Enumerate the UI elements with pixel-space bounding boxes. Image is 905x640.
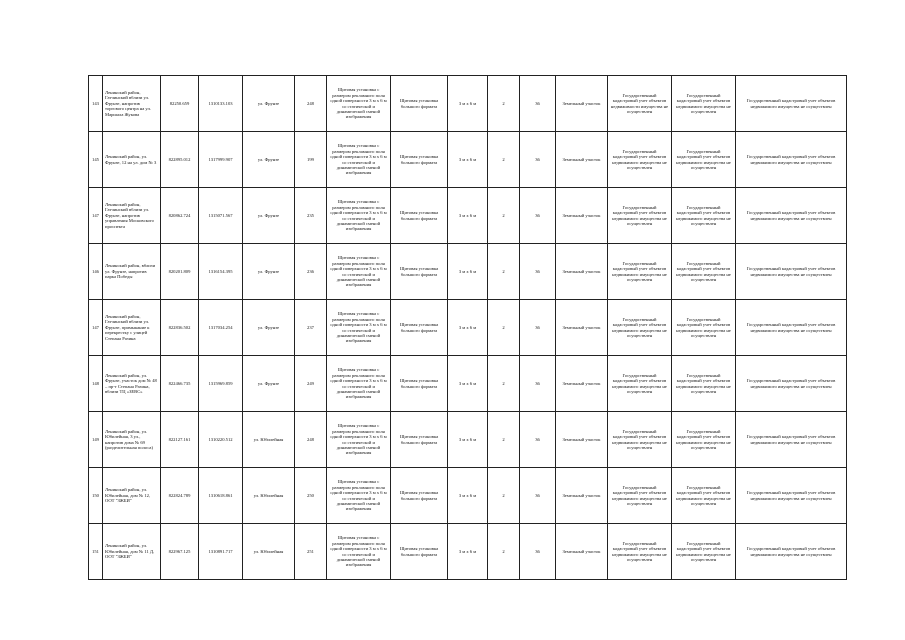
street-cell: ул. Юбилейная <box>243 412 295 468</box>
coord-x-cell: 822127.161 <box>161 412 199 468</box>
address-cell: Ленинский район, Гатчинский вблизи ул. Фрунзе, примыкание к перекрестку с улицей Степана Разина <box>103 300 161 356</box>
table-row <box>89 468 847 524</box>
address-cell: Ленинский район, ул. Юбилейная, 3 ул., напротив дома № 69 (разделительная полоса) <box>103 412 161 468</box>
street-cell: ул. Фрунзе <box>243 244 295 300</box>
row-number: 148 <box>89 356 103 412</box>
row-number: 146 <box>89 244 103 300</box>
cadastre-cell-3: Государственный кадастровый учет объектов недвижимого имущества не осуществлен <box>736 412 847 468</box>
coord-x-cell: 822466.735 <box>161 356 199 412</box>
area-cell: 36 <box>520 300 556 356</box>
sides-cell: 2 <box>488 524 520 580</box>
table-row <box>89 524 847 580</box>
cadastre-cell-1: Государственный кадастровый учет объектов недвижимого имущества не осуществлен <box>608 132 672 188</box>
land-cell: Земельный участок <box>556 524 608 580</box>
table-row <box>89 76 847 132</box>
area-cell: 36 <box>520 76 556 132</box>
sides-cell: 2 <box>488 300 520 356</box>
code-cell: 235 <box>295 188 327 244</box>
type-cell: Щитовая установка большого формата <box>391 356 448 412</box>
cadastre-cell-2: Государственный кадастровый учет объектов недвижимого имущества не осуществлен <box>672 300 736 356</box>
coord-y-cell: 1310891.717 <box>199 524 243 580</box>
street-cell: ул. Юбилейная <box>243 468 295 524</box>
size-cell: 3 м х 6 м <box>448 244 488 300</box>
street-cell: ул. Фрунзе <box>243 76 295 132</box>
address-cell: Ленинский район, ул. Фрунзе, участок дом № 48 – пр-т Степана Разина, вблизи ТЦ «ЗЕВС» <box>103 356 161 412</box>
cadastre-cell-3: Государственный кадастровый учет объектов недвижимого имущества не осуществлен <box>736 244 847 300</box>
cadastre-cell-2: Государственный кадастровый учет объектов недвижимого имущества не осуществлен <box>672 132 736 188</box>
area-cell: 36 <box>520 188 556 244</box>
cadastre-cell-1: Государственный кадастровый учет объектов недвижимого имущества не осуществлен <box>608 468 672 524</box>
table-row <box>89 244 847 300</box>
address-cell: Ленинский район, ул. Юбилейная, дом № 12, ООТ "ЗЖБИ" <box>103 468 161 524</box>
cadastre-cell-2: Государственный кадастровый учет объектов недвижимого имущества не осуществлен <box>672 524 736 580</box>
cadastre-cell-2: Государственный кадастровый учет объектов недвижимого имущества не осуществлен <box>672 76 736 132</box>
cadastre-cell-3: Государственный кадастровый учет объектов недвижимого имущества не осуществлен <box>736 356 847 412</box>
code-cell: 250 <box>295 468 327 524</box>
description-cell: Щитовая установка с размером рекламного поля одной поверхности 3 м х 6 м со статической и динамической сменой изображения <box>327 356 391 412</box>
description-cell: Щитовая установка с размером рекламного поля одной поверхности 3 м х 6 м со статической и динамической сменой изображения <box>327 300 391 356</box>
size-cell: 3 м х 6 м <box>448 412 488 468</box>
description-cell: Щитовая установка с размером рекламного поля одной поверхности 3 м х 6 м со статической и динамической сменой изображения <box>327 76 391 132</box>
address-cell: Ленинский район, Гатчинский вблизи ул. Фрунзе, напротив управления Московского проспекта <box>103 188 161 244</box>
cadastre-cell-3: Государственный кадастровый учет объектов недвижимого имущества не осуществлен <box>736 300 847 356</box>
type-cell: Щитовая установка большого формата <box>391 412 448 468</box>
address-cell: Ленинский район, Гатчинский вблизи ул. Фрунзе, напротив торгового центра на ул. Маршала Жукова <box>103 76 161 132</box>
description-cell: Щитовая установка с размером рекламного поля одной поверхности 3 м х 6 м со статической и динамической сменой изображения <box>327 468 391 524</box>
coord-x-cell: 822895.012 <box>161 132 199 188</box>
cadastre-cell-1: Государственный кадастровый учет объектов недвижимости имущества не осуществлен <box>608 76 672 132</box>
street-cell: ул. Фрунзе <box>243 356 295 412</box>
coord-x-cell: 822967.125 <box>161 524 199 580</box>
coord-y-cell: 1315071.567 <box>199 188 243 244</box>
code-cell: 199 <box>295 132 327 188</box>
area-cell: 36 <box>520 524 556 580</box>
type-cell: Щитовая установка большого формата <box>391 132 448 188</box>
cadastre-cell-1: Государственный кадастровый учет объектов недвижимого имущества не осуществлен <box>608 412 672 468</box>
coord-y-cell: 1317999.907 <box>199 132 243 188</box>
type-cell: Щитовая установка большого формата <box>391 468 448 524</box>
row-number: 147 <box>89 188 103 244</box>
street-cell: ул. Фрунзе <box>243 132 295 188</box>
size-cell: 3 м х 6 м <box>448 524 488 580</box>
cadastre-cell-1: Государственный кадастровый учет объектов недвижимого имущества не осуществлен <box>608 356 672 412</box>
coord-x-cell: 822824.789 <box>161 468 199 524</box>
type-cell: Щитовая установка большого формата <box>391 244 448 300</box>
row-number: 143 <box>89 76 103 132</box>
cadastre-cell-3: Государственный кадастровый учет объектов недвижимого имущества не осуществлен <box>736 76 847 132</box>
code-cell: 237 <box>295 300 327 356</box>
coord-y-cell: 1310133.103 <box>199 76 243 132</box>
coord-y-cell: 1317034.254 <box>199 300 243 356</box>
row-number: 151 <box>89 524 103 580</box>
size-cell: 3 м х 6 м <box>448 132 488 188</box>
code-cell: 248 <box>295 412 327 468</box>
cadastre-cell-3: Государственный кадастровый учет объектов недвижимого имущества не осуществлен <box>736 188 847 244</box>
cadastre-cell-2: Государственный кадастровый учет объектов недвижимого имущества не осуществлен <box>672 188 736 244</box>
land-cell: Земельный участок <box>556 468 608 524</box>
sides-cell: 2 <box>488 244 520 300</box>
sides-cell: 2 <box>488 468 520 524</box>
land-cell: Земельный участок <box>556 300 608 356</box>
description-cell: Щитовая установка с размером рекламного поля одной поверхности 3 м х 6 м со статической и динамической сменой изображения <box>327 412 391 468</box>
area-cell: 36 <box>520 356 556 412</box>
description-cell: Щитовая установка с размером рекламного поля одной поверхности 3 м х 6 м со статической и динамической сменой изображения <box>327 244 391 300</box>
cadastre-cell-2: Государственный кадастровый учет объектов недвижимого имущества не осуществлен <box>672 356 736 412</box>
coord-y-cell: 1315969.859 <box>199 356 243 412</box>
coord-y-cell: 1316154.395 <box>199 244 243 300</box>
cadastre-cell-2: Государственный кадастровый учет объектов недвижимого имущества не осуществлен <box>672 244 736 300</box>
type-cell: Щитовая установка большого формата <box>391 300 448 356</box>
cadastre-cell-1: Государственный кадастровый учет объектов недвижимого имущества не осуществлен <box>608 524 672 580</box>
code-cell: 248 <box>295 76 327 132</box>
placement-table <box>88 75 847 580</box>
address-cell: Ленинский район, ул. Юбилейная, дом № 11 Д, ООТ "ЗЖБИ" <box>103 524 161 580</box>
table-row <box>89 412 847 468</box>
area-cell: 36 <box>520 412 556 468</box>
size-cell: 3 м х 6 м <box>448 300 488 356</box>
land-cell: Земельный участок <box>556 132 608 188</box>
cadastre-cell-2: Государственный кадастровый учет объектов недвижимого имущества не осуществлен <box>672 412 736 468</box>
code-cell: 236 <box>295 244 327 300</box>
area-cell: 36 <box>520 244 556 300</box>
table-row <box>89 188 847 244</box>
coord-x-cell: 820201.809 <box>161 244 199 300</box>
sides-cell: 2 <box>488 188 520 244</box>
land-cell: Земельный участок <box>556 412 608 468</box>
street-cell: ул. Юбилейная <box>243 524 295 580</box>
street-cell: ул. Фрунзе <box>243 300 295 356</box>
cadastre-cell-1: Государственный кадастровый учет объектов недвижимого имущества не осуществлен <box>608 300 672 356</box>
cadastre-cell-3: Государственный кадастровый учет объектов недвижимого имущества не осуществлен <box>736 132 847 188</box>
size-cell: 3 м х 6 м <box>448 356 488 412</box>
size-cell: 3 м х 6 м <box>448 188 488 244</box>
coord-x-cell: 820862.724 <box>161 188 199 244</box>
cadastre-cell-1: Государственный кадастровый учет объектов недвижимого имущества не осуществлен <box>608 244 672 300</box>
land-cell: Земельный участок <box>556 356 608 412</box>
cadastre-cell-2: Государственный кадастровый учет объектов недвижимого имущества не осуществлен <box>672 468 736 524</box>
type-cell: Щитовая установка большого формата <box>391 188 448 244</box>
sides-cell: 2 <box>488 76 520 132</box>
row-number: 150 <box>89 468 103 524</box>
size-cell: 3 м х 6 м <box>448 76 488 132</box>
coord-y-cell: 1310618.861 <box>199 468 243 524</box>
coord-x-cell: 822836.502 <box>161 300 199 356</box>
description-cell: Щитовая установка с размером рекламного поля одной поверхности 3 м х 6 м со статической и динамической сменой изображения <box>327 188 391 244</box>
table-body <box>89 76 847 580</box>
code-cell: 249 <box>295 356 327 412</box>
address-cell: Ленинский район, вблизи ул. Фрунзе, напротив парка Победы <box>103 244 161 300</box>
coord-y-cell: 1310220.512 <box>199 412 243 468</box>
table-row <box>89 132 847 188</box>
cadastre-cell-3: Государственный кадастровый учет объектов недвижимого имущества не осуществлен <box>736 468 847 524</box>
address-cell: Ленинский район, ул. Фрунзе, 12 на ул. дом № 3 <box>103 132 161 188</box>
type-cell: Щитовая установка большого формата <box>391 524 448 580</box>
table-row <box>89 300 847 356</box>
street-cell: ул. Фрунзе <box>243 188 295 244</box>
area-cell: 36 <box>520 468 556 524</box>
code-cell: 251 <box>295 524 327 580</box>
description-cell: Щитовая установка с размером рекламного поля одной поверхности 3 м х 6 м со статической и динамической сменой изображения <box>327 524 391 580</box>
row-number: 149 <box>89 412 103 468</box>
cadastre-cell-1: Государственный кадастровый учет объектов недвижимого имущества не осуществлен <box>608 188 672 244</box>
sides-cell: 2 <box>488 412 520 468</box>
sides-cell: 2 <box>488 132 520 188</box>
row-number: 147 <box>89 300 103 356</box>
sides-cell: 2 <box>488 356 520 412</box>
size-cell: 3 м х 6 м <box>448 468 488 524</box>
area-cell: 36 <box>520 132 556 188</box>
cadastre-cell-3: Государственный кадастровый учет объектов недвижимого имущества не осуществлен <box>736 524 847 580</box>
coord-x-cell: 82250.659 <box>161 76 199 132</box>
type-cell: Щитовая установка большого формата <box>391 76 448 132</box>
description-cell: Щитовая установка с размером рекламного поля одной поверхности 3 м х 6 м со статической и динамической сменой изображения <box>327 132 391 188</box>
land-cell: Земельный участок <box>556 76 608 132</box>
table-row <box>89 356 847 412</box>
land-cell: Земельный участок <box>556 244 608 300</box>
land-cell: Земельный участок <box>556 188 608 244</box>
row-number: 145 <box>89 132 103 188</box>
